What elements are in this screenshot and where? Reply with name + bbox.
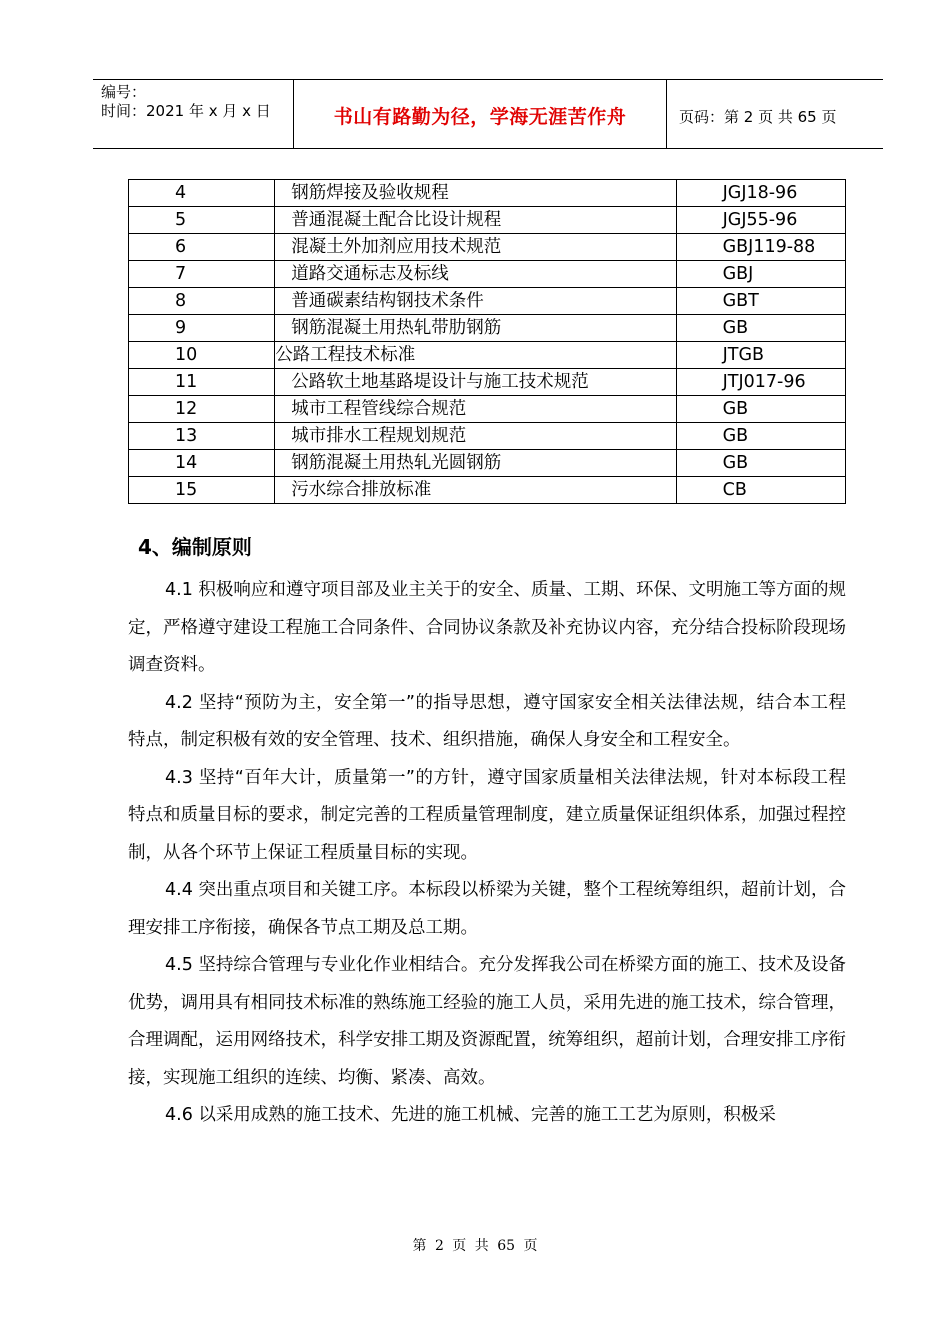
standard-name: 污水综合排放标准 <box>275 477 676 504</box>
standard-name: 钢筋混凝土用热轧光圆钢筋 <box>275 450 676 477</box>
standard-name: 普通混凝土配合比设计规程 <box>275 207 676 234</box>
table-row <box>129 288 846 315</box>
paragraph: 4.3 坚持“百年大计，质量第一”的方针，遵守国家质量相关法律法规，针对本标段工程特点和质量目标的要求，制定完善的工程质量管理制度，建立质量保证组织体系，加强过程控制，从各个环节上保证工程质量目标的实现。 <box>128 767 846 863</box>
row-number: 14 <box>129 450 275 477</box>
table-row <box>129 261 846 288</box>
standard-code: JGJ55-96 <box>676 207 845 234</box>
time-label: 时间：2021 年 x 月 x 日 <box>101 102 271 120</box>
row-number: 12 <box>129 396 275 423</box>
table-row <box>129 234 846 261</box>
paragraph: 4.4 突出重点项目和关键工序。本标段以桥梁为关键，整个工程统筹组织，超前计划，合理安排工序衔接，确保各节点工期及总工期。 <box>128 880 846 938</box>
row-number: 8 <box>129 288 275 315</box>
standard-code: GBJ119-88 <box>676 234 845 261</box>
row-number: 6 <box>129 234 275 261</box>
standard-code: GBJ <box>676 261 845 288</box>
standard-name: 混凝土外加剂应用技术规范 <box>275 234 676 261</box>
row-number: 10 <box>129 342 275 369</box>
standard-code: JGJ18-96 <box>676 180 845 207</box>
standard-name: 道路交通标志及标线 <box>275 261 676 288</box>
standard-name: 普通碳素结构钢技术条件 <box>275 288 676 315</box>
page-footer: 第 2 页 共 65 页 <box>412 1238 538 1254</box>
table-row <box>129 450 846 477</box>
standard-code: CB <box>676 477 845 504</box>
header-page-info: 页码：第 2 页 共 65 页 <box>679 108 837 126</box>
table-row <box>129 477 846 504</box>
standard-name: 钢筋混凝土用热轧带肋钢筋 <box>275 315 676 342</box>
standard-code: GB <box>676 423 845 450</box>
motto: 书山有路勤为径，学海无涯苦作舟 <box>333 106 627 128</box>
table-row <box>129 315 846 342</box>
standard-name: 钢筋焊接及验收规程 <box>275 180 676 207</box>
standards-table <box>128 179 846 504</box>
standard-name: 公路工程技术标准 <box>275 342 676 369</box>
table-row <box>129 180 846 207</box>
header-page-cell <box>667 80 883 148</box>
row-number: 9 <box>129 315 275 342</box>
row-number: 4 <box>129 180 275 207</box>
row-number: 7 <box>129 261 275 288</box>
standard-code: JTJ017-96 <box>676 369 845 396</box>
standard-code: JTGB <box>676 342 845 369</box>
standard-code: GBT <box>676 288 845 315</box>
row-number: 15 <box>129 477 275 504</box>
paragraph: 4.5 坚持综合管理与专业化作业相结合。充分发挥我公司在桥梁方面的施工、技术及设备优势，调用具有相同技术标准的熟练施工经验的施工人员，采用先进的施工技术，综合管理，合理调配，运用网络技术，科学安排工期及资源配置，统筹组织，超前计划，合理安排工序衔接，实现施工组织的连续、均衡、紧凑、高效。 <box>128 955 846 1088</box>
standard-code: GB <box>676 396 845 423</box>
standard-name: 城市工程管线综合规范 <box>275 396 676 423</box>
paragraph: 4.1 积极响应和遵守项目部及业主关于的安全、质量、工期、环保、文明施工等方面的规定，严格遵守建设工程施工合同条件、合同协议条款及补充协议内容，充分结合投标阶段现场调查资料。 <box>128 580 846 675</box>
row-number: 11 <box>129 369 275 396</box>
section-body <box>128 572 846 1135</box>
standard-code: GB <box>676 315 845 342</box>
row-number: 13 <box>129 423 275 450</box>
section-heading: 4、编制原则 <box>138 535 252 559</box>
standard-name: 城市排水工程规划规范 <box>275 423 676 450</box>
table-row <box>129 207 846 234</box>
paragraph: 4.6 以采用成熟的施工技术、先进的施工机械、完善的施工工艺为原则，积极采 <box>165 1105 776 1125</box>
header-meta-cell <box>93 80 294 148</box>
paragraph: 4.2 坚持“预防为主，安全第一”的指导思想，遵守国家安全相关法律法规，结合本工程特点，制定积极有效的安全管理、技术、组织措施，确保人身安全和工程安全。 <box>128 692 846 750</box>
standard-code: GB <box>676 450 845 477</box>
page-header <box>93 79 883 149</box>
table-row <box>129 423 846 450</box>
table-row <box>129 342 846 369</box>
table-row <box>129 396 846 423</box>
serial-label: 编号： <box>101 83 147 101</box>
row-number: 5 <box>129 207 275 234</box>
table-row <box>129 369 846 396</box>
standard-name: 公路软土地基路堤设计与施工技术规范 <box>275 369 676 396</box>
header-motto-cell <box>294 80 667 148</box>
